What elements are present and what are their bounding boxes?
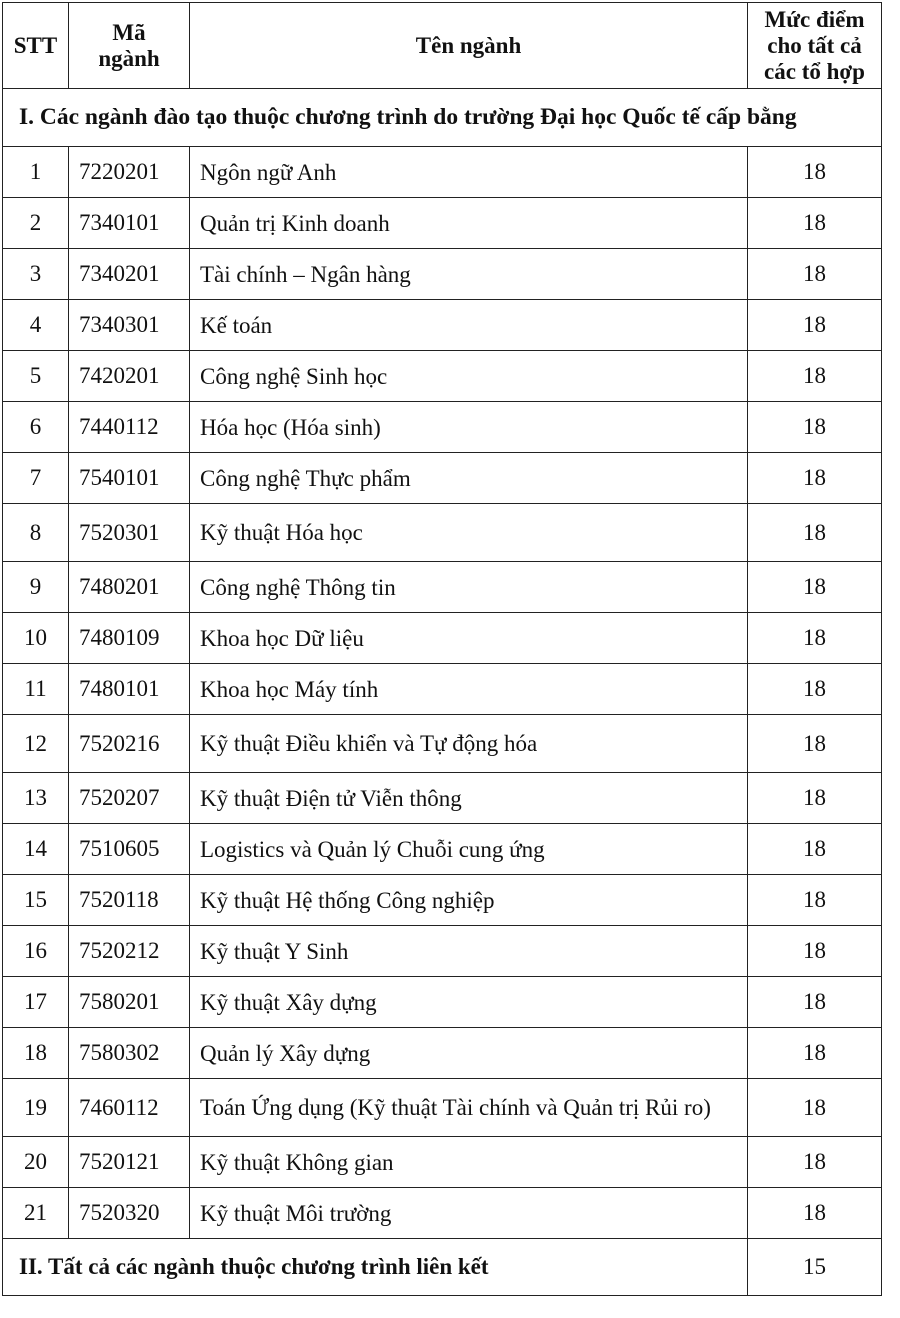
row-name: Ngôn ngữ Anh bbox=[190, 147, 748, 198]
table-row bbox=[3, 562, 882, 613]
table-row bbox=[3, 249, 882, 300]
row-code: 7340301 bbox=[69, 300, 190, 351]
row-stt: 17 bbox=[3, 977, 69, 1028]
row-score: 18 bbox=[748, 562, 882, 613]
header-score: Mức điểm cho tất cả các tổ hợp bbox=[748, 3, 882, 89]
row-name: Kỹ thuật Hóa học bbox=[190, 504, 748, 562]
row-code: 7520121 bbox=[69, 1137, 190, 1188]
row-score: 18 bbox=[748, 1028, 882, 1079]
row-name: Tài chính – Ngân hàng bbox=[190, 249, 748, 300]
table-row bbox=[3, 198, 882, 249]
table-row bbox=[3, 402, 882, 453]
row-code: 7480109 bbox=[69, 613, 190, 664]
row-code: 7460112 bbox=[69, 1079, 190, 1137]
row-code: 7440112 bbox=[69, 402, 190, 453]
row-code: 7480201 bbox=[69, 562, 190, 613]
row-score: 18 bbox=[748, 613, 882, 664]
row-code: 7520320 bbox=[69, 1188, 190, 1239]
row-stt: 12 bbox=[3, 715, 69, 773]
row-code: 7520118 bbox=[69, 875, 190, 926]
row-stt: 3 bbox=[3, 249, 69, 300]
row-name: Khoa học Dữ liệu bbox=[190, 613, 748, 664]
row-stt: 13 bbox=[3, 773, 69, 824]
row-stt: 21 bbox=[3, 1188, 69, 1239]
table-row bbox=[3, 824, 882, 875]
section-2-row bbox=[3, 1239, 882, 1296]
row-stt: 14 bbox=[3, 824, 69, 875]
row-score: 18 bbox=[748, 875, 882, 926]
row-score: 18 bbox=[748, 1079, 882, 1137]
table-row bbox=[3, 613, 882, 664]
section-1-title: I. Các ngành đào tạo thuộc chương trình do trường Đại học Quốc tế cấp bằng bbox=[3, 89, 882, 147]
row-name: Kế toán bbox=[190, 300, 748, 351]
row-stt: 4 bbox=[3, 300, 69, 351]
table-row bbox=[3, 147, 882, 198]
header-stt: STT bbox=[3, 3, 69, 89]
table-row bbox=[3, 715, 882, 773]
row-code: 7580201 bbox=[69, 977, 190, 1028]
row-name: Kỹ thuật Hệ thống Công nghiệp bbox=[190, 875, 748, 926]
row-code: 7520216 bbox=[69, 715, 190, 773]
section-2-score: 15 bbox=[748, 1239, 882, 1296]
row-name: Khoa học Máy tính bbox=[190, 664, 748, 715]
row-code: 7520207 bbox=[69, 773, 190, 824]
row-stt: 8 bbox=[3, 504, 69, 562]
row-name: Kỹ thuật Môi trường bbox=[190, 1188, 748, 1239]
table-row bbox=[3, 1079, 882, 1137]
row-stt: 16 bbox=[3, 926, 69, 977]
row-stt: 20 bbox=[3, 1137, 69, 1188]
row-score: 18 bbox=[748, 926, 882, 977]
row-stt: 11 bbox=[3, 664, 69, 715]
header-code: Mã ngành bbox=[69, 3, 190, 89]
row-name: Kỹ thuật Không gian bbox=[190, 1137, 748, 1188]
row-stt: 1 bbox=[3, 147, 69, 198]
section-2-title: II. Tất cả các ngành thuộc chương trình liên kết bbox=[3, 1239, 748, 1296]
admission-score-table bbox=[2, 2, 882, 1296]
row-code: 7520301 bbox=[69, 504, 190, 562]
row-name: Quản lý Xây dựng bbox=[190, 1028, 748, 1079]
row-score: 18 bbox=[748, 1137, 882, 1188]
table-header-row bbox=[3, 3, 882, 89]
row-code: 7480101 bbox=[69, 664, 190, 715]
row-stt: 9 bbox=[3, 562, 69, 613]
table-row bbox=[3, 664, 882, 715]
table-row bbox=[3, 977, 882, 1028]
row-stt: 5 bbox=[3, 351, 69, 402]
row-score: 18 bbox=[748, 402, 882, 453]
row-score: 18 bbox=[748, 773, 882, 824]
row-code: 7510605 bbox=[69, 824, 190, 875]
table-row bbox=[3, 1137, 882, 1188]
table-row bbox=[3, 773, 882, 824]
table-row bbox=[3, 875, 882, 926]
table-row bbox=[3, 504, 882, 562]
row-stt: 15 bbox=[3, 875, 69, 926]
table-row bbox=[3, 926, 882, 977]
row-name: Công nghệ Sinh học bbox=[190, 351, 748, 402]
row-stt: 2 bbox=[3, 198, 69, 249]
table-row bbox=[3, 1028, 882, 1079]
row-stt: 6 bbox=[3, 402, 69, 453]
table-row bbox=[3, 453, 882, 504]
table-row bbox=[3, 300, 882, 351]
row-code: 7580302 bbox=[69, 1028, 190, 1079]
row-stt: 18 bbox=[3, 1028, 69, 1079]
row-name: Hóa học (Hóa sinh) bbox=[190, 402, 748, 453]
row-code: 7420201 bbox=[69, 351, 190, 402]
row-name: Kỹ thuật Xây dựng bbox=[190, 977, 748, 1028]
table-row bbox=[3, 1188, 882, 1239]
row-score: 18 bbox=[748, 504, 882, 562]
row-name: Logistics và Quản lý Chuỗi cung ứng bbox=[190, 824, 748, 875]
row-code: 7340201 bbox=[69, 249, 190, 300]
row-code: 7340101 bbox=[69, 198, 190, 249]
section-1-row bbox=[3, 89, 882, 147]
row-name: Toán Ứng dụng (Kỹ thuật Tài chính và Quản trị Rủi ro) bbox=[190, 1079, 748, 1137]
row-score: 18 bbox=[748, 1188, 882, 1239]
row-name: Kỹ thuật Điều khiển và Tự động hóa bbox=[190, 715, 748, 773]
row-name: Kỹ thuật Y Sinh bbox=[190, 926, 748, 977]
row-score: 18 bbox=[748, 249, 882, 300]
row-score: 18 bbox=[748, 453, 882, 504]
row-stt: 19 bbox=[3, 1079, 69, 1137]
row-score: 18 bbox=[748, 147, 882, 198]
header-name: Tên ngành bbox=[190, 3, 748, 89]
row-score: 18 bbox=[748, 300, 882, 351]
row-score: 18 bbox=[748, 977, 882, 1028]
table-row bbox=[3, 351, 882, 402]
row-code: 7520212 bbox=[69, 926, 190, 977]
row-name: Công nghệ Thông tin bbox=[190, 562, 748, 613]
row-score: 18 bbox=[748, 824, 882, 875]
row-stt: 10 bbox=[3, 613, 69, 664]
row-name: Công nghệ Thực phẩm bbox=[190, 453, 748, 504]
row-code: 7220201 bbox=[69, 147, 190, 198]
row-code: 7540101 bbox=[69, 453, 190, 504]
row-name: Kỹ thuật Điện tử Viễn thông bbox=[190, 773, 748, 824]
row-score: 18 bbox=[748, 715, 882, 773]
row-stt: 7 bbox=[3, 453, 69, 504]
row-score: 18 bbox=[748, 198, 882, 249]
row-score: 18 bbox=[748, 664, 882, 715]
row-name: Quản trị Kinh doanh bbox=[190, 198, 748, 249]
row-score: 18 bbox=[748, 351, 882, 402]
